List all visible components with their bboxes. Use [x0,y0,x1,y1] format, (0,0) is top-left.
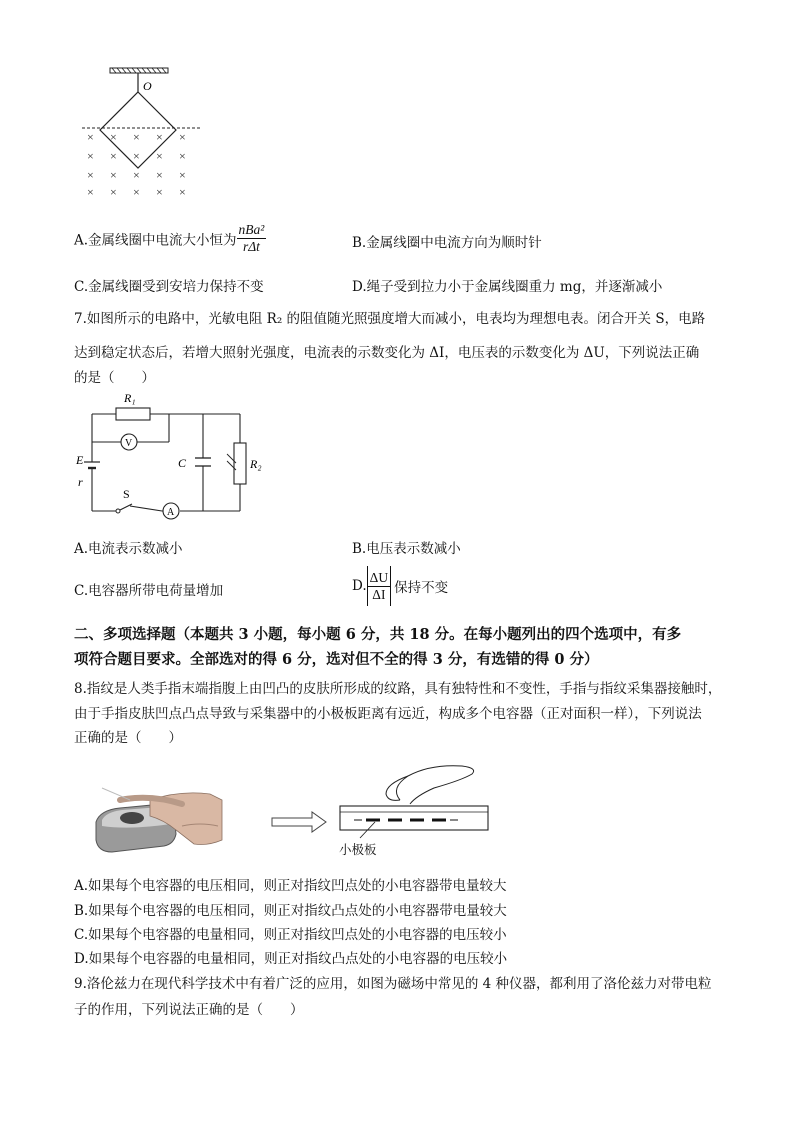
label-E: E [76,453,84,467]
photoresistor-R2 [234,443,246,484]
q8-option-b: B.如果每个电容器的电压相同，则正对指纹凸点处的小电容器带电量较大 [74,903,507,919]
q7-line-1: 7.如图所示的电路中，光敏电阻 R₂ 的阻值随光照强度增大而减小，电表均为理想电表。闭合开关 S，电路 [74,311,706,327]
q7-line-3: 的是（ ） [74,370,155,386]
label-O: O [143,79,152,93]
fingerprint-schematic [340,766,488,838]
svg-text:×: × [87,130,94,144]
ammeter-label: A [167,507,175,518]
arrow-right-icon [272,812,326,832]
q7-fraction-denominator: ΔI [372,586,386,602]
q9-line-1: 9.洛伦兹力在现代科学技术中有着广泛的应用，如图为磁场中常见的 4 种仪器，都利用了洛伦兹力对带电粒 [74,976,712,992]
switch-contact [116,509,120,513]
q8-line-3: 正确的是（ ） [74,730,182,746]
svg-text:×: × [110,185,117,199]
coil-field-figure [70,62,210,202]
svg-text:×: × [179,168,186,182]
q7-option-d-suffix: 保持不变 [394,580,449,596]
svg-text:×: × [156,149,163,163]
plate-label: 小极板 [339,842,377,857]
svg-text:×: × [179,149,186,163]
q9-line-2: 子的作用，下列说法正确的是（ ） [74,1002,304,1018]
svg-text:×: × [156,168,163,182]
q8-option-c: C.如果每个电容器的电量相同，则正对指纹凹点处的小电容器的电压较小 [74,927,507,943]
scanner-photo [90,778,222,858]
q7-option-a: A.电流表示数减小 [74,541,183,557]
svg-text:×: × [110,168,117,182]
q6-option-b: B.金属线圈中电流方向为顺时针 [352,235,542,251]
svg-text:×: × [110,130,117,144]
section2-heading-line-1: 二、多项选择题（本题共 3 小题，每小题 6 分，共 18 分。在每小题列出的四个选项中，有多 [74,626,682,643]
q6-option-a-text: A.金属线圈中电流大小恒为 [74,232,237,249]
svg-text:×: × [133,130,140,144]
q8-line-1: 8.指纹是人类手指末端指腹上由凹凸的皮肤所形成的纹路，具有独特性和不变性，手指与指纹采集器接触时， [74,681,722,697]
q6-fraction [237,222,267,255]
section2-heading-line-2: 项符合题目要求。全部选对的得 6 分，选对但不全的得 3 分，有选错的得 0 分） [74,651,599,668]
svg-text:×: × [179,185,186,199]
svg-text:×: × [179,130,186,144]
label-S: S [123,487,130,501]
q7-option-b: B.电压表示数减小 [352,541,461,557]
svg-text:×: × [87,185,94,199]
circuit-diagram [70,388,280,520]
q7-option-d [352,566,448,606]
q7-option-c: C.电容器所带电荷量增加 [74,583,224,599]
fingerprint-scanner-figure [90,760,510,870]
label-R2: R₂ [250,457,262,471]
svg-text:×: × [110,149,117,163]
q6-option-c: C.金属线圈受到安培力保持不变 [74,279,264,295]
svg-text:×: × [87,149,94,163]
q6-option-d: D.绳子受到拉力小于金属线圈重力 mg，并逐渐减小 [352,279,663,295]
svg-text:×: × [87,168,94,182]
magnetic-field-crosses [87,130,186,199]
q6-option-a [74,222,266,255]
svg-text:×: × [156,185,163,199]
switch-blade [120,504,132,510]
label-R1: R₁ [124,391,136,405]
voltmeter-label: V [125,438,133,449]
q8-option-d: D.如果每个电容器的电量相同，则正对指纹凸点处的小电容器的电压较小 [74,951,508,967]
q8-line-2: 由于手指皮肤凹点凸点导致与采集器中的小极板距离有远近，构成多个电容器（正对面积一样），下列说法 [74,706,702,722]
svg-text:×: × [133,168,140,182]
q7-fraction-numerator: ΔU [369,569,389,585]
svg-text:×: × [156,130,163,144]
q7-line-2: 达到稳定状态后，若增大照射光强度，电流表的示数变化为 ΔI，电压表的示数变化为 ΔU，下列说法正确 [74,345,700,361]
q7-option-d-letter: D. [352,578,367,594]
q8-option-a: A.如果每个电容器的电压相同，则正对指纹凹点处的小电容器带电量较大 [74,878,507,894]
resistor-R1 [116,408,150,420]
q6-fraction-denominator: rΔt [242,239,260,254]
svg-text:×: × [133,185,140,199]
label-r: r [78,475,83,489]
abs-bar-right [390,566,391,606]
label-C: C [178,456,187,470]
q6-fraction-numerator: nBa² [238,222,265,237]
svg-text:×: × [133,149,140,163]
q7-fraction [368,570,390,603]
